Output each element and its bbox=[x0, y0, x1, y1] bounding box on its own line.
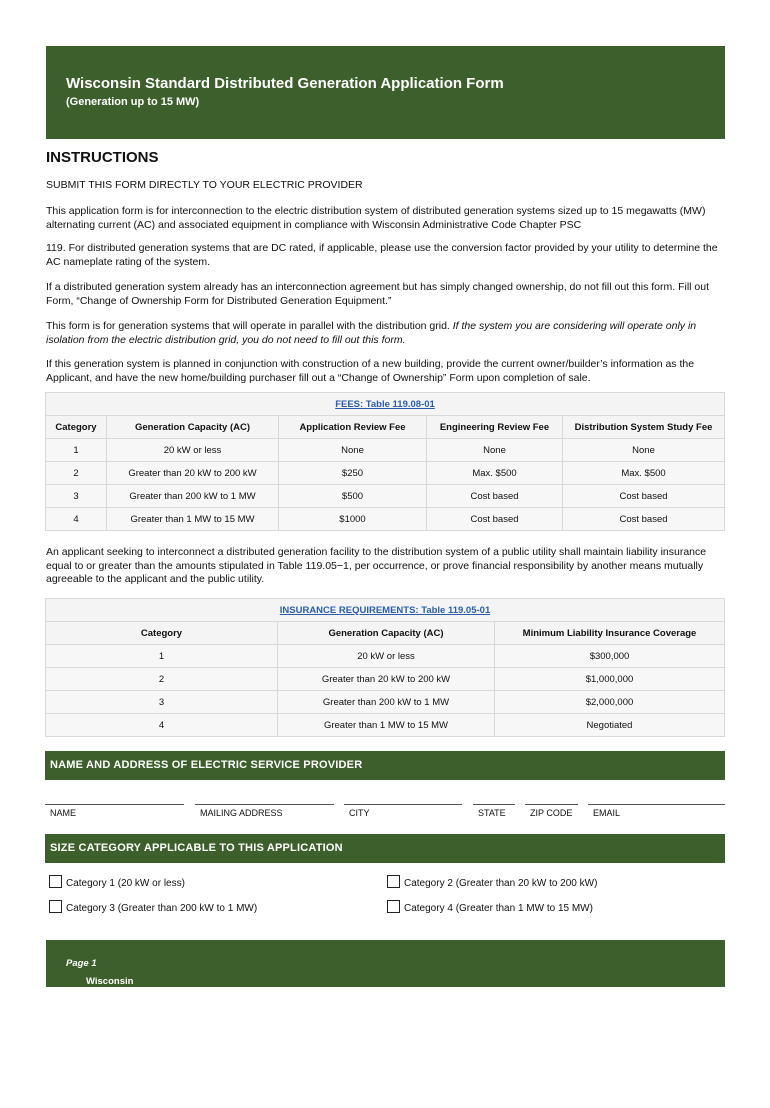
instructions-paragraph-2: 119. For distributed generation systems that are DC rated, if applicable, please use the conversion factor provided by your utility to determine the AC nameplate rating of the system. bbox=[46, 242, 718, 268]
insurance-header-capacity: Generation Capacity (AC) bbox=[278, 622, 495, 645]
category-2-option[interactable] bbox=[387, 875, 597, 889]
table-cell: $500 bbox=[279, 485, 427, 508]
footer-text bbox=[66, 958, 140, 1108]
table-cell: 4 bbox=[46, 508, 107, 531]
instructions-paragraph-4 bbox=[46, 320, 726, 347]
category-2-checkbox[interactable] bbox=[387, 875, 400, 888]
instructions-paragraph-1: This application form is for interconnection to the electric distribution system of distributed generation systems sized up to 15 megawatts (MW) alternating current (AC) and associated equipment in compliance with Wisconsin Administrative Code Chapter PSC bbox=[46, 205, 706, 231]
category-3-label: Category 3 (Greater than 200 kW to 1 MW) bbox=[66, 903, 258, 914]
page-number: Page 1 bbox=[66, 958, 97, 969]
table-row bbox=[46, 668, 725, 691]
table-cell: Greater than 200 kW to 1 MW bbox=[107, 485, 279, 508]
table-cell: Cost based bbox=[427, 508, 563, 531]
table-cell: Greater than 1 MW to 15 MW bbox=[278, 714, 495, 737]
table-cell: None bbox=[427, 439, 563, 462]
fees-header-capacity: Generation Capacity (AC) bbox=[107, 416, 279, 439]
category-4-option[interactable] bbox=[387, 900, 593, 914]
table-cell: 2 bbox=[46, 462, 107, 485]
category-1-label: Category 1 (20 kW or less) bbox=[66, 878, 185, 889]
table-cell: Greater than 20 kW to 200 kW bbox=[278, 668, 495, 691]
page-footer bbox=[46, 940, 725, 1108]
email-field[interactable] bbox=[588, 804, 725, 805]
category-4-label: Category 4 (Greater than 1 MW to 15 MW) bbox=[404, 903, 593, 914]
insurance-paragraph: An applicant seeking to interconnect a distributed generation facility to the distribution system of a public utility shall maintain liability insurance equal to or greater than the amounts stipulated in Table 119.05−1, per occurrence, or prove financial responsibility by another means mutually agreeable to the applicant and the public utility. bbox=[46, 546, 707, 586]
fees-table bbox=[45, 392, 725, 531]
table-cell: Max. $500 bbox=[427, 462, 563, 485]
name-label: NAME bbox=[50, 808, 77, 818]
submit-instruction: SUBMIT THIS FORM DIRECTLY TO YOUR ELECTRIC PROVIDER bbox=[46, 179, 363, 191]
category-3-checkbox[interactable] bbox=[49, 900, 62, 913]
table-cell: 20 kW or less bbox=[278, 645, 495, 668]
table-cell: 3 bbox=[46, 485, 107, 508]
instructions-heading: INSTRUCTIONS bbox=[46, 149, 159, 166]
fees-header-category: Category bbox=[46, 416, 107, 439]
table-cell: 20 kW or less bbox=[107, 439, 279, 462]
mailing-address-label: MAILING ADDRESS bbox=[200, 808, 283, 818]
table-cell: Cost based bbox=[563, 485, 725, 508]
instructions-paragraph-3: If a distributed generation system already has an interconnection agreement but has simply changed ownership, do not fill out this form. Fill out Form, “Change of Ownership Form for Distributed Generation Equipment.” bbox=[46, 281, 710, 307]
form-title: Wisconsin Standard Distributed Generation Application Form bbox=[66, 75, 504, 92]
fees-header-study-fee: Distribution System Study Fee bbox=[563, 416, 725, 439]
provider-section-title: NAME AND ADDRESS OF ELECTRIC SERVICE PROVIDER bbox=[50, 759, 363, 771]
city-field[interactable] bbox=[344, 804, 462, 805]
table-row bbox=[46, 714, 725, 737]
footer-form-info: Wisconsin Standard Distributed Generation Application Form (Generation up to 15 MW) (Effective 01/01/2020) | bbox=[86, 976, 140, 1108]
isolation-note: If the system you are considering will operate only in isolation from the electric distribution grid, you do not need to fill out this form. bbox=[46, 320, 697, 346]
zip-code-label: ZIP CODE bbox=[530, 808, 573, 818]
table-cell: 3 bbox=[46, 691, 278, 714]
email-label: EMAIL bbox=[593, 808, 621, 818]
insurance-table bbox=[45, 598, 725, 737]
fees-header-engineering-fee: Engineering Review Fee bbox=[427, 416, 563, 439]
category-1-option[interactable] bbox=[49, 875, 185, 889]
fees-table-caption: FEES: Table 119.08-01 bbox=[46, 393, 725, 416]
table-row bbox=[46, 485, 725, 508]
category-1-checkbox[interactable] bbox=[49, 875, 62, 888]
table-cell: 2 bbox=[46, 668, 278, 691]
insurance-header-category: Category bbox=[46, 622, 278, 645]
table-cell: $300,000 bbox=[495, 645, 725, 668]
fees-header-application-fee: Application Review Fee bbox=[279, 416, 427, 439]
instructions-paragraph-5: If this generation system is planned in conjunction with construction of a new building, provide the current owner/builder’s information as the Applicant, and have the new home/building purchaser fill out a “Change of Ownership” Form upon completion of sale. bbox=[46, 358, 695, 384]
table-cell: None bbox=[563, 439, 725, 462]
table-cell: Greater than 200 kW to 1 MW bbox=[278, 691, 495, 714]
table-cell: None bbox=[279, 439, 427, 462]
category-3-option[interactable] bbox=[49, 900, 257, 914]
state-label: STATE bbox=[478, 808, 506, 818]
insurance-table-caption: INSURANCE REQUIREMENTS: Table 119.05-01 bbox=[46, 599, 725, 622]
table-row bbox=[46, 508, 725, 531]
category-4-checkbox[interactable] bbox=[387, 900, 400, 913]
size-section-title: SIZE CATEGORY APPLICABLE TO THIS APPLICATION bbox=[50, 842, 343, 854]
table-row bbox=[46, 439, 725, 462]
size-section-header bbox=[45, 834, 725, 863]
table-cell: $1,000,000 bbox=[495, 668, 725, 691]
provider-section-header bbox=[45, 751, 725, 780]
form-subtitle: (Generation up to 15 MW) bbox=[66, 96, 200, 108]
table-cell: $1000 bbox=[279, 508, 427, 531]
table-row bbox=[46, 691, 725, 714]
table-cell: 1 bbox=[46, 645, 278, 668]
mailing-address-field[interactable] bbox=[195, 804, 334, 805]
table-cell: $2,000,000 bbox=[495, 691, 725, 714]
table-row bbox=[46, 645, 725, 668]
table-cell: 4 bbox=[46, 714, 278, 737]
table-row bbox=[46, 462, 725, 485]
table-cell: Cost based bbox=[427, 485, 563, 508]
city-label: CITY bbox=[349, 808, 370, 818]
table-cell: Greater than 20 kW to 200 kW bbox=[107, 462, 279, 485]
name-field[interactable] bbox=[45, 804, 184, 805]
table-cell: 1 bbox=[46, 439, 107, 462]
table-cell: $250 bbox=[279, 462, 427, 485]
state-field[interactable] bbox=[473, 804, 515, 805]
zip-code-field[interactable] bbox=[525, 804, 578, 805]
parallel-operation-text: This form is for generation systems that will operate in parallel with the distribution grid. bbox=[46, 320, 453, 332]
table-cell: Greater than 1 MW to 15 MW bbox=[107, 508, 279, 531]
form-header-banner bbox=[46, 46, 725, 139]
category-2-label: Category 2 (Greater than 20 kW to 200 kW) bbox=[404, 878, 598, 889]
table-cell: Negotiated bbox=[495, 714, 725, 737]
table-cell: Max. $500 bbox=[563, 462, 725, 485]
insurance-header-coverage: Minimum Liability Insurance Coverage bbox=[495, 622, 725, 645]
table-cell: Cost based bbox=[563, 508, 725, 531]
